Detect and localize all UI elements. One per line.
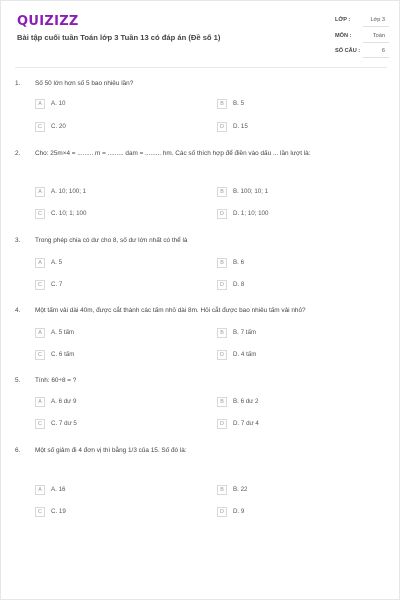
worksheet-header — [1, 1, 400, 61]
option-text: D. 1; 10; 100 — [233, 210, 269, 217]
option-text: B. 100; 10; 1 — [233, 188, 269, 195]
option-text: A. 10; 100; 1 — [51, 188, 87, 195]
option-b[interactable] — [217, 187, 367, 198]
meta-subject-label: MÔN : — [335, 33, 352, 39]
option-b[interactable] — [217, 397, 367, 408]
option-letter-box: A — [35, 258, 45, 268]
option-text: B. 6 dư 2 — [233, 398, 259, 405]
option-letter-box: D — [217, 419, 227, 429]
option-letter-box: A — [35, 99, 45, 109]
option-text: A. 5 — [51, 259, 63, 266]
meta-divider — [363, 26, 389, 27]
option-letter-box: B — [217, 397, 227, 407]
option-letter-box: C — [35, 280, 45, 290]
option-c[interactable] — [35, 280, 185, 291]
option-text: B. 7 tấm — [233, 329, 257, 336]
meta-divider — [363, 57, 389, 58]
option-letter-box: D — [217, 209, 227, 219]
option-text: D. 15 — [233, 123, 248, 130]
option-d[interactable] — [217, 507, 367, 518]
question-text: Trong phép chia có dư cho 8, số dư lớn nhất có thể là — [35, 237, 188, 244]
header-divider — [15, 67, 387, 68]
meta-class-label: LỚP : — [335, 17, 351, 23]
question-number: 2. — [15, 150, 21, 157]
option-letter-box: A — [35, 397, 45, 407]
option-c[interactable] — [35, 419, 185, 430]
question-number: 6. — [15, 447, 21, 454]
option-text: B. 6 — [233, 259, 245, 266]
option-letter-box: A — [35, 187, 45, 197]
option-text: D. 8 — [233, 281, 245, 288]
option-text: A. 6 dư 9 — [51, 398, 77, 405]
option-letter-box: C — [35, 419, 45, 429]
option-a[interactable] — [35, 485, 185, 496]
option-letter-box: C — [35, 209, 45, 219]
option-c[interactable] — [35, 507, 185, 518]
option-c[interactable] — [35, 209, 185, 220]
option-text: B. 5 — [233, 100, 245, 107]
option-text: C. 7 dư 5 — [51, 420, 77, 427]
option-letter-box: C — [35, 350, 45, 360]
option-text: D. 9 — [233, 508, 245, 515]
option-text: A. 5 tấm — [51, 329, 75, 336]
option-b[interactable] — [217, 485, 367, 496]
question-text: Số 50 lớn hơn số 5 bao nhiêu lần? — [35, 80, 134, 87]
question-number: 5. — [15, 377, 21, 384]
option-a[interactable] — [35, 99, 185, 110]
option-letter-box: D — [217, 122, 227, 132]
option-letter-box: A — [35, 328, 45, 338]
option-c[interactable] — [35, 350, 185, 361]
option-text: C. 7 — [51, 281, 63, 288]
meta-subject-value: Toán — [372, 33, 385, 39]
question-number: 1. — [15, 80, 21, 87]
option-letter-box: B — [217, 328, 227, 338]
question-number: 4. — [15, 307, 21, 314]
question-text: Một tấm vải dài 40m, được cắt thành các tấm nhỏ dài 8m. Hỏi cắt được bao nhiêu tấm vải nhỏ? — [35, 307, 306, 314]
option-text: D. 7 dư 4 — [233, 420, 259, 427]
option-b[interactable] — [217, 99, 367, 110]
option-d[interactable] — [217, 419, 367, 430]
meta-divider — [363, 42, 389, 43]
option-d[interactable] — [217, 209, 367, 220]
meta-count-label: SỐ CÂU : — [335, 48, 361, 54]
question-text: Tính: 60÷8 = ? — [35, 377, 77, 384]
worksheet-title: Bài tập cuối tuần Toán lớp 3 Tuần 13 có đáp án (Đề số 1) — [17, 33, 221, 42]
option-letter-box: B — [217, 258, 227, 268]
option-letter-box: B — [217, 99, 227, 109]
option-text: D. 4 tấm — [233, 351, 257, 358]
option-text: C. 20 — [51, 123, 66, 130]
option-text: B. 22 — [233, 486, 248, 493]
option-letter-box: C — [35, 507, 45, 517]
option-letter-box: D — [217, 507, 227, 517]
option-letter-box: B — [217, 485, 227, 495]
option-letter-box: B — [217, 187, 227, 197]
option-c[interactable] — [35, 122, 185, 133]
option-text: C. 6 tấm — [51, 351, 75, 358]
meta-count-value: 6 — [381, 48, 385, 54]
option-text: A. 16 — [51, 486, 66, 493]
quizizz-logo: QUIZIZZ — [17, 14, 79, 29]
option-letter-box: A — [35, 485, 45, 495]
option-d[interactable] — [217, 280, 367, 291]
option-text: A. 10 — [51, 100, 66, 107]
option-letter-box: D — [217, 350, 227, 360]
option-text: C. 10; 1; 100 — [51, 210, 87, 217]
option-a[interactable] — [35, 397, 185, 408]
option-d[interactable] — [217, 350, 367, 361]
option-letter-box: C — [35, 122, 45, 132]
meta-class-value: Lớp 3 — [370, 17, 385, 23]
option-a[interactable] — [35, 187, 185, 198]
option-d[interactable] — [217, 122, 367, 133]
option-a[interactable] — [35, 328, 185, 339]
question-text: Một số giảm đi 4 đơn vị thì bằng 1/3 của 15. Số đó là: — [35, 447, 187, 454]
option-text: C. 19 — [51, 508, 66, 515]
option-b[interactable] — [217, 328, 367, 339]
option-b[interactable] — [217, 258, 367, 269]
question-number: 3. — [15, 237, 21, 244]
question-text: Cho: 25m×4 = ......... m = ......... dam = ......... hm. Các số thích hợp để điền vào dấu ... lần lượt là: — [35, 150, 311, 157]
option-letter-box: D — [217, 280, 227, 290]
option-a[interactable] — [35, 258, 185, 269]
